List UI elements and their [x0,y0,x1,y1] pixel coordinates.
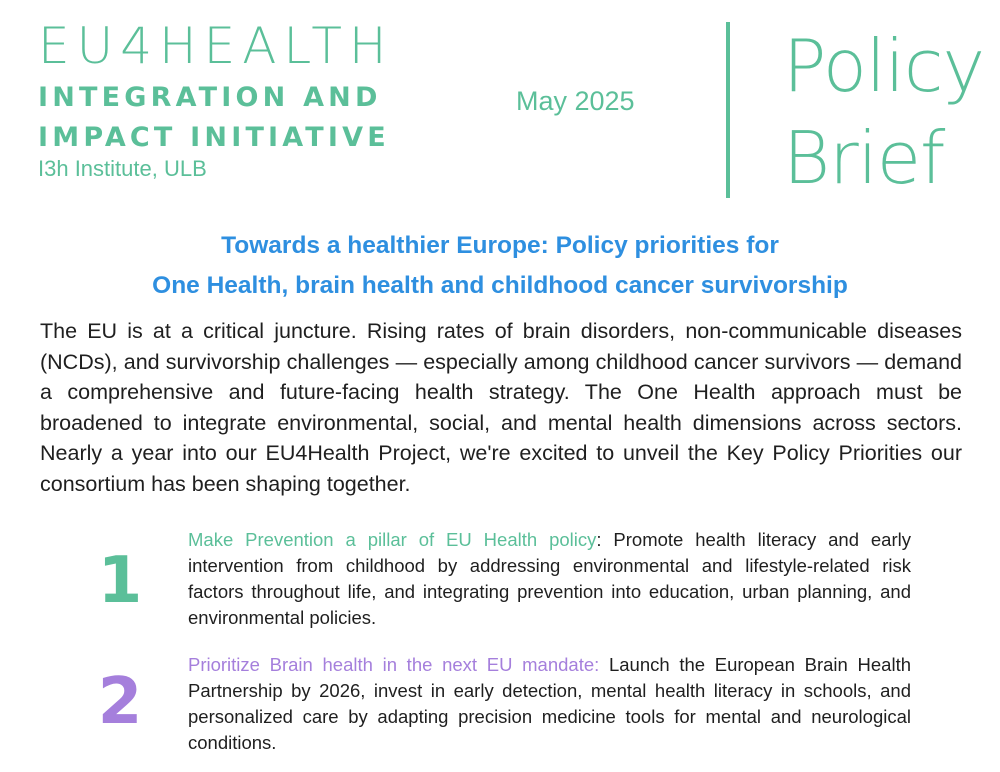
priority-text [188,527,911,631]
priority-body: Launch the European Brain Health Partnership by 2026, invest in early detection, mental health literacy in schools, and personalized care by adapting precision medicine tools for mental and neurological conditions. [188,654,911,753]
institute-name: I3h Institute, ULB [38,156,207,181]
priority-separator: : [596,529,602,550]
brand-subtitle-line2: IMPACT INITIATIVE [38,122,390,153]
brand-subtitle-line1: INTEGRATION AND [38,82,382,113]
intro-paragraph: The EU is at a critical juncture. Rising rates of brain disorders, non-communicable diseases (NCDs), and survivorship challenges — especially among childhood cancer survivors — demand a comprehensive and future-facing health strategy. The One Health approach must be broadened to integrate environmental, social, and mental health dimensions across sectors. Nearly a year into our EU4Health Project, we're excited to unveil the Key Policy Priorities our consortium has been shaping together. [40,319,962,496]
document-type [783,20,984,204]
priority-number: 1 [97,544,143,618]
headline-line2: One Health, brain health and childhood cancer survivorship [152,272,848,299]
priority-number: 2 [97,665,143,739]
vertical-divider [726,22,730,198]
headline-line1: Towards a healthier Europe: Policy priorities for [221,232,779,259]
priority-lead: Make Prevention a pillar of EU Health policy [188,529,597,550]
brand-block [38,18,394,182]
page-headline [0,226,1000,306]
document-type-line1: Policy [783,24,985,108]
brand-title: EU4HEALTH [38,17,394,75]
document-header [0,0,1000,210]
document-type-line2: Brief [783,116,945,200]
publication-date: May 2025 [516,86,635,116]
priority-body: Promote health literacy and early intervention from childhood by addressing environmental and lifestyle-related risk factors throughout life, and integrating prevention into education, urban planning, and environmental policies. [188,529,911,628]
priority-text [188,652,911,756]
priority-lead: Prioritize Brain health in the next EU mandate: [188,654,600,675]
